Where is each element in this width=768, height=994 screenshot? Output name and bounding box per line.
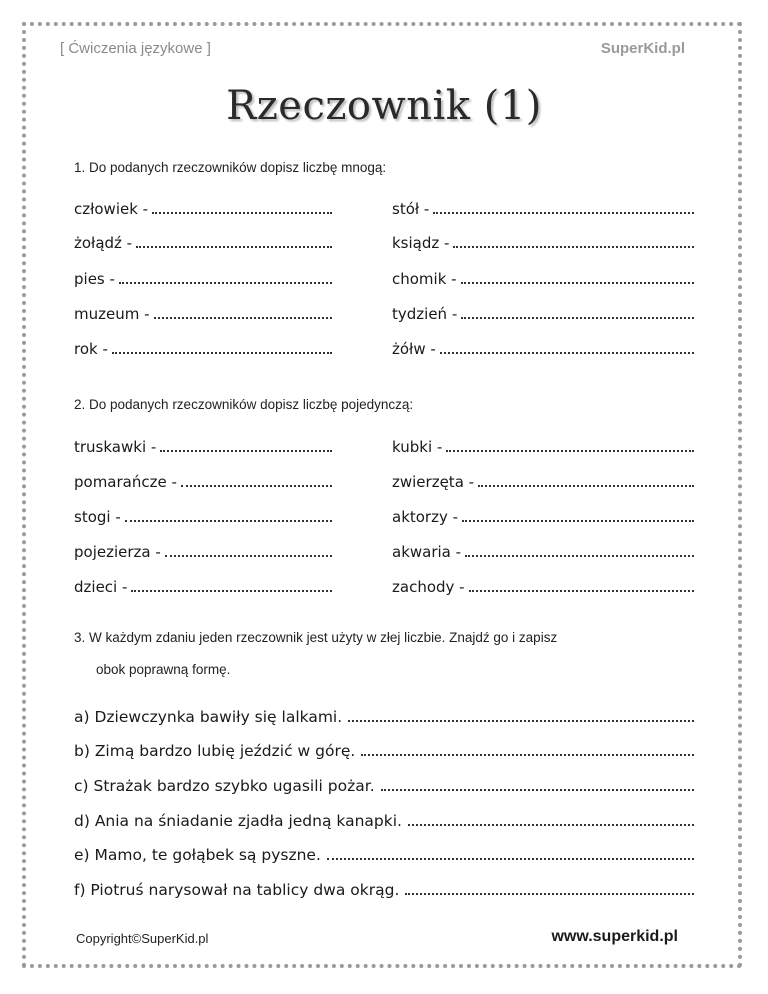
answer-line[interactable]	[446, 438, 694, 452]
ex1-item	[392, 200, 694, 222]
answer-line[interactable]	[461, 270, 694, 284]
ex3-sentence	[74, 812, 694, 834]
ex3-sentence	[74, 846, 694, 868]
answer-line[interactable]	[462, 508, 694, 522]
answer-line[interactable]	[433, 200, 694, 214]
answer-line[interactable]	[461, 305, 694, 319]
answer-line[interactable]	[408, 812, 694, 826]
answer-line[interactable]	[152, 200, 332, 214]
answer-line[interactable]	[119, 270, 332, 284]
ex2-word: zachody -	[392, 578, 465, 596]
ex2-word: akwaria -	[392, 543, 462, 561]
answer-line[interactable]	[154, 305, 332, 319]
ex2-item	[392, 543, 694, 565]
ex1-word: pies -	[74, 270, 115, 288]
sentence-text: c) Strażak bardzo szybko ugasili pożar.	[74, 777, 375, 795]
ex1-item	[392, 340, 694, 362]
sentence-text: b) Zimą bardzo lubię jeździć w górę.	[74, 742, 356, 760]
sentence-text: f) Piotruś narysował na tablicy dwa okrąg.	[74, 881, 400, 899]
ex2-item	[74, 543, 332, 565]
answer-line[interactable]	[469, 578, 694, 592]
exercise-1-instruction: 1. Do podanych rzeczowników dopisz liczbę mnogą:	[74, 160, 387, 175]
exercise-3-instruction: 3. W każdym zdaniu jeden rzeczownik jest użyty w złej liczbie. Znajdź go i zapisz	[74, 630, 558, 645]
sentence-text: a) Dziewczynka bawiły się lalkami.	[74, 708, 343, 726]
ex2-item	[74, 438, 332, 460]
ex3-sentence	[74, 881, 694, 903]
answer-line[interactable]	[348, 708, 694, 722]
ex1-item	[74, 305, 332, 327]
answer-line[interactable]	[440, 340, 694, 354]
exercise-2-instruction: 2. Do podanych rzeczowników dopisz liczbę pojedynczą:	[74, 397, 414, 412]
ex2-item	[392, 578, 694, 600]
ex1-item	[392, 234, 694, 256]
ex1-item	[392, 270, 694, 292]
ex2-word: pojezierza -	[74, 543, 161, 561]
sentence-text: d) Ania na śniadanie zjadła jedną kanapki.	[74, 812, 402, 830]
ex2-word: dzieci -	[74, 578, 128, 596]
ex1-word: żołądź -	[74, 234, 133, 252]
ex1-item	[74, 340, 332, 362]
ex1-item	[74, 234, 332, 256]
answer-line[interactable]	[453, 234, 694, 248]
ex1-word: żółw -	[392, 340, 436, 358]
ex2-word: truskawki -	[74, 438, 157, 456]
exercise-3-instruction-cont: obok poprawną formę.	[96, 662, 231, 677]
answer-line[interactable]	[381, 777, 694, 791]
ex2-word: zwierzęta -	[392, 473, 475, 491]
header-category: [ Ćwiczenia językowe ]	[60, 40, 211, 57]
answer-line[interactable]	[405, 881, 694, 895]
ex2-item	[392, 438, 694, 460]
ex3-sentence	[74, 742, 694, 764]
sentence-text: e) Mamo, te gołąbek są pyszne.	[74, 846, 321, 864]
answer-line[interactable]	[361, 742, 694, 756]
ex1-word: chomik -	[392, 270, 457, 288]
ex1-word: ksiądz -	[392, 234, 450, 252]
ex1-word: człowiek -	[74, 200, 149, 218]
answer-line[interactable]	[160, 438, 332, 452]
ex3-sentence	[74, 708, 694, 730]
answer-line[interactable]	[136, 234, 332, 248]
ex3-sentence	[74, 777, 694, 799]
ex2-word: aktorzy -	[392, 508, 459, 526]
answer-line[interactable]	[131, 578, 332, 592]
footer-website-link[interactable]: www.superkid.pl	[551, 928, 678, 945]
footer-copyright: Copyright©SuperKid.pl	[76, 931, 209, 946]
ex1-item	[74, 200, 332, 222]
answer-line[interactable]	[478, 473, 694, 487]
answer-line[interactable]	[125, 508, 332, 522]
ex2-item	[74, 578, 332, 600]
ex2-item	[392, 508, 694, 530]
ex1-word: rok -	[74, 340, 108, 358]
ex2-word: stogi -	[74, 508, 121, 526]
ex1-word: stół -	[392, 200, 430, 218]
ex2-word: pomarańcze -	[74, 473, 177, 491]
page-title: Rzeczownik (1)	[226, 83, 542, 129]
answer-line[interactable]	[165, 543, 332, 557]
ex2-item	[74, 473, 332, 495]
ex1-word: muzeum -	[74, 305, 150, 323]
ex2-word: kubki -	[392, 438, 443, 456]
answer-line[interactable]	[181, 473, 332, 487]
ex2-item	[392, 473, 694, 495]
ex1-item	[74, 270, 332, 292]
answer-line[interactable]	[327, 846, 694, 860]
answer-line[interactable]	[465, 543, 694, 557]
ex1-item	[392, 305, 694, 327]
ex1-word: tydzień -	[392, 305, 458, 323]
answer-line[interactable]	[112, 340, 332, 354]
header-brand: SuperKid.pl	[600, 40, 685, 57]
ex2-item	[74, 508, 332, 530]
